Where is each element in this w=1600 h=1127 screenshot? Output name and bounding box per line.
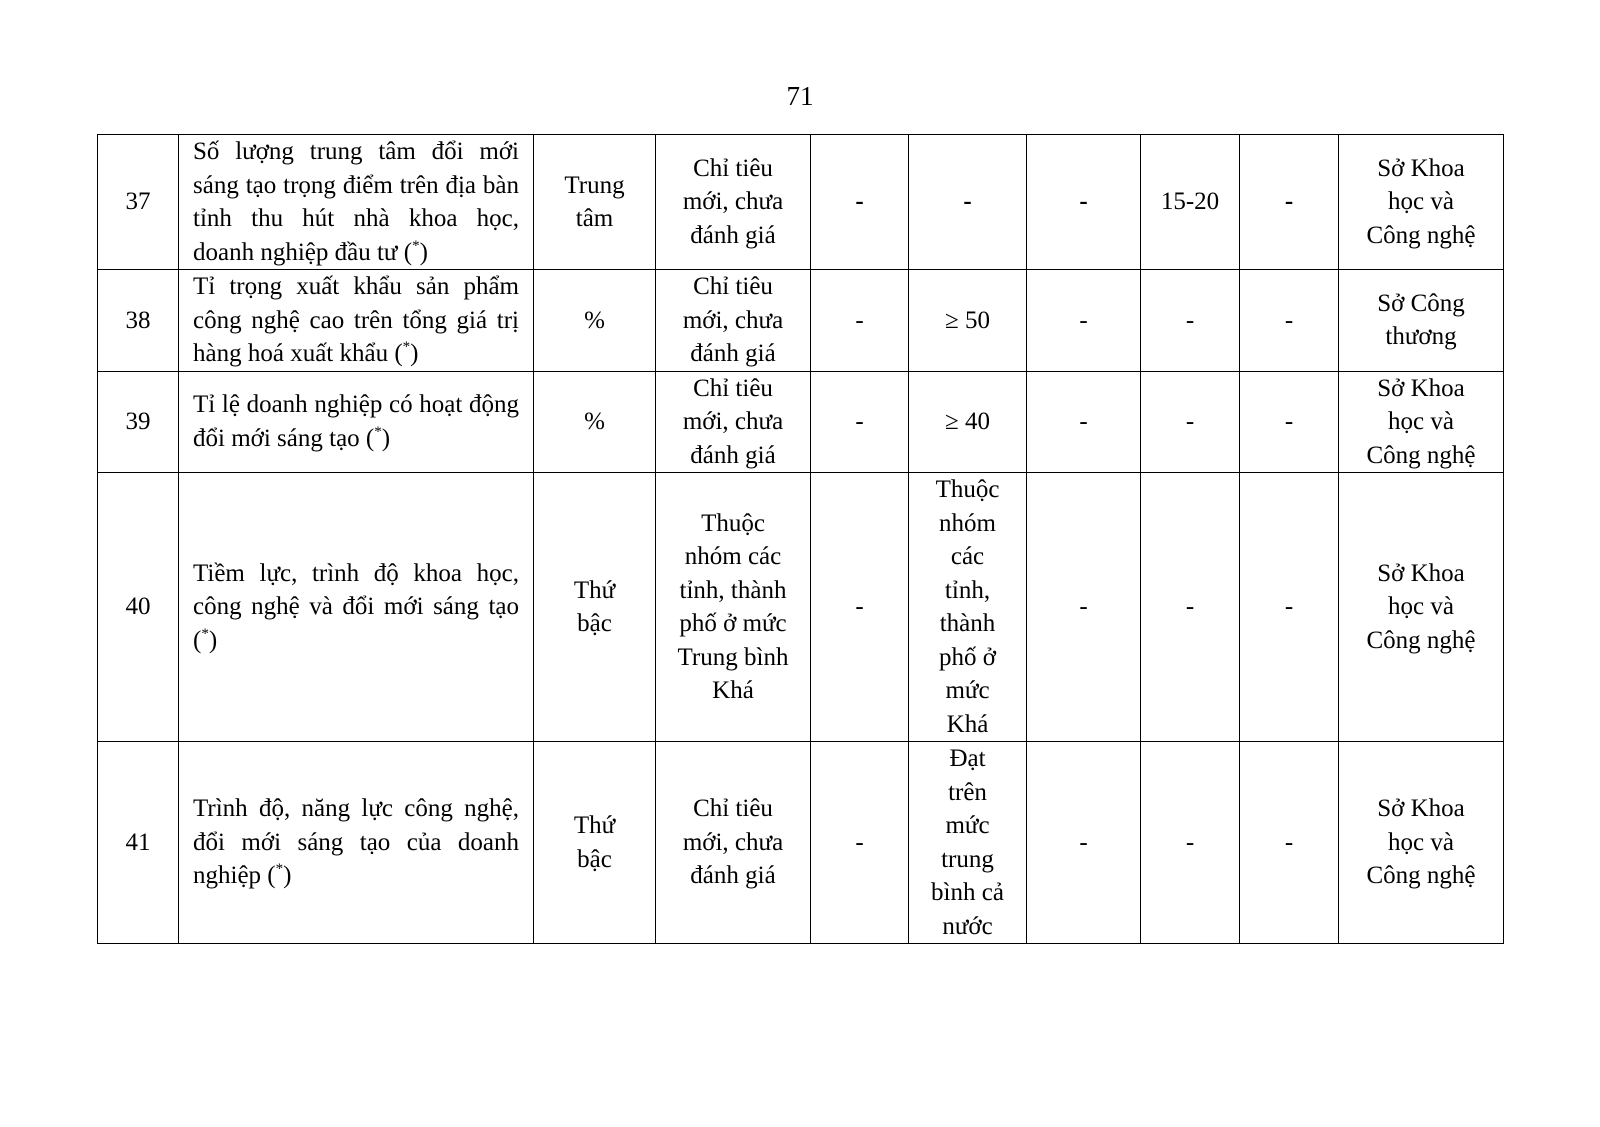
footnote-mark: * <box>201 625 209 642</box>
unit-cell: % <box>534 270 656 372</box>
value-cell: - <box>909 135 1027 270</box>
value-cell: - <box>811 742 909 944</box>
value-cell: - <box>811 473 909 742</box>
current-status-cell: Chỉ tiêu mới, chưa đánh giá <box>656 135 811 270</box>
row-number: 40 <box>98 473 179 742</box>
value-cell: - <box>1027 473 1141 742</box>
row-number: 39 <box>98 371 179 473</box>
value-cell: Đạt trên mức trung bình cả nước <box>909 742 1027 944</box>
indicator-name: Trình độ, năng lực công nghệ, đổi mới sáng tạo của doanh nghiệp (*) <box>179 742 534 944</box>
indicator-name: Tiềm lực, trình độ khoa học, công nghệ và đổi mới sáng tạo (*) <box>179 473 534 742</box>
table-row <box>98 371 1504 473</box>
value-cell: - <box>1240 371 1339 473</box>
value-cell: - <box>1141 742 1240 944</box>
value-cell: - <box>811 371 909 473</box>
footnote-mark: * <box>412 237 420 254</box>
unit-cell: % <box>534 371 656 473</box>
value-cell: - <box>1027 135 1141 270</box>
row-number: 38 <box>98 270 179 372</box>
value-cell: - <box>1240 135 1339 270</box>
row-number: 37 <box>98 135 179 270</box>
value-cell: - <box>1141 270 1240 372</box>
unit-cell: Trung tâm <box>534 135 656 270</box>
current-status-cell: Thuộc nhóm các tỉnh, thành phố ở mức Trung bình Khá <box>656 473 811 742</box>
value-cell: - <box>1141 473 1240 742</box>
table-row <box>98 473 1504 742</box>
value-cell: - <box>1027 371 1141 473</box>
indicator-name: Tỉ lệ doanh nghiệp có hoạt động đổi mới sáng tạo (*) <box>179 371 534 473</box>
indicator-name: Số lượng trung tâm đổi mới sáng tạo trọng điểm trên địa bàn tỉnh thu hút nhà khoa học, doanh nghiệp đầu tư (*) <box>179 135 534 270</box>
agency-cell: Sở Khoa học và Công nghệ <box>1339 135 1504 270</box>
unit-cell: Thứ bậc <box>534 473 656 742</box>
value-cell: - <box>1240 270 1339 372</box>
table-row <box>98 742 1504 944</box>
agency-cell: Sở Khoa học và Công nghệ <box>1339 473 1504 742</box>
unit-cell: Thứ bậc <box>534 742 656 944</box>
footnote-mark: * <box>402 339 411 355</box>
current-status-cell: Chỉ tiêu mới, chưa đánh giá <box>656 371 811 473</box>
current-status-cell: Chỉ tiêu mới, chưa đánh giá <box>656 270 811 372</box>
current-status-cell: Chỉ tiêu mới, chưa đánh giá <box>656 742 811 944</box>
value-cell: - <box>1141 371 1240 473</box>
agency-cell: Sở Khoa học và Công nghệ <box>1339 371 1504 473</box>
value-cell: - <box>811 135 909 270</box>
value-cell: ≥ 50 <box>909 270 1027 372</box>
value-cell: - <box>811 270 909 372</box>
row-number: 41 <box>98 742 179 944</box>
footnote-mark: * <box>275 861 284 878</box>
indicator-name: Tỉ trọng xuất khẩu sản phẩm công nghệ cao trên tổng giá trị hàng hoá xuất khẩu (*) <box>179 270 534 372</box>
value-cell: - <box>1240 473 1339 742</box>
value-cell: - <box>1240 742 1339 944</box>
value-cell: 15-20 <box>1141 135 1240 270</box>
value-cell: - <box>1027 270 1141 372</box>
indicator-table <box>97 134 1504 944</box>
value-cell: - <box>1027 742 1141 944</box>
agency-cell: Sở Khoa học và Công nghệ <box>1339 742 1504 944</box>
table-row <box>98 270 1504 372</box>
page-number: 71 <box>786 81 814 111</box>
footnote-mark: * <box>374 423 382 440</box>
value-cell: Thuộc nhóm các tỉnh, thành phố ở mức Khá <box>909 473 1027 742</box>
value-cell: ≥ 40 <box>909 371 1027 473</box>
table-row <box>98 135 1504 270</box>
agency-cell: Sở Công thương <box>1339 270 1504 372</box>
